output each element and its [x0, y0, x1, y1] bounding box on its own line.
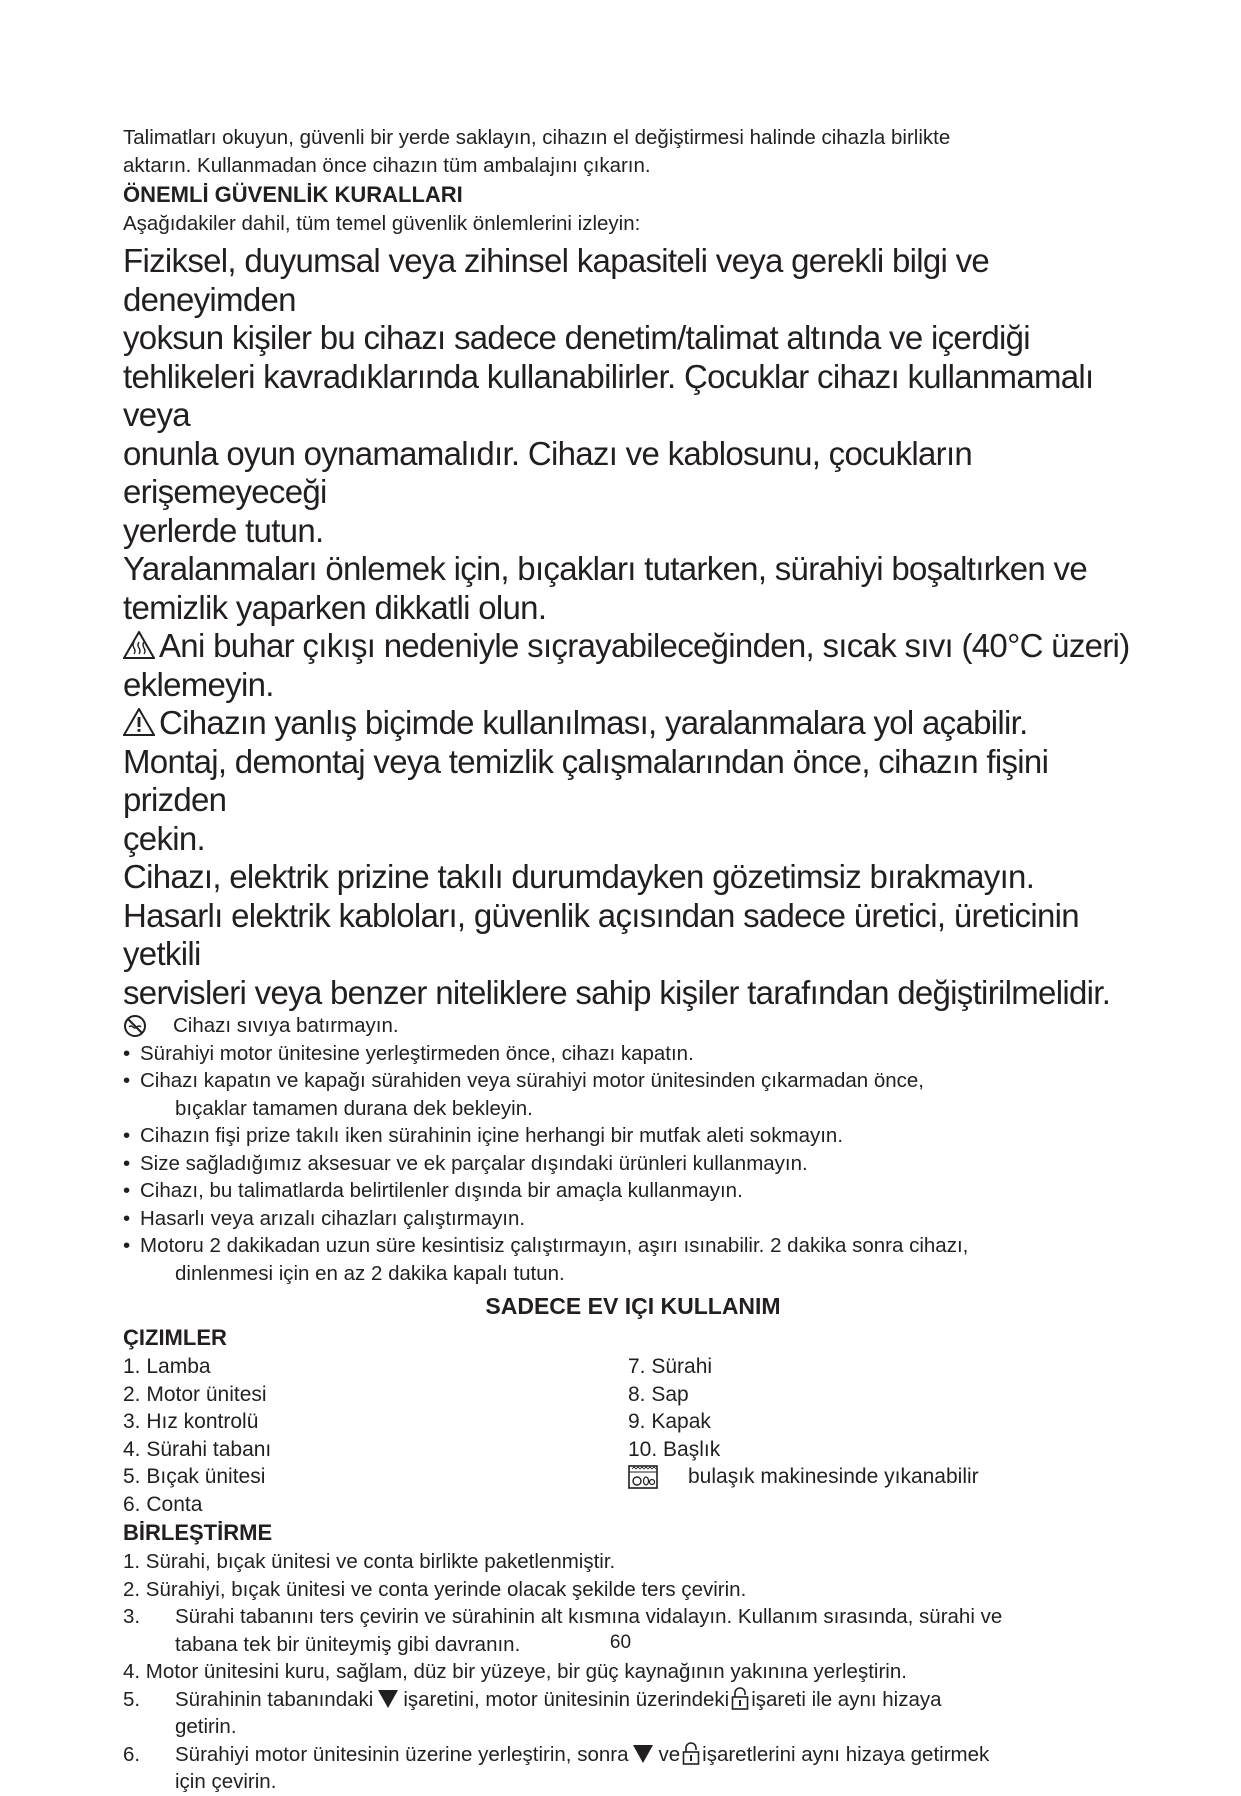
drawing-item: 5. Bıçak ünitesi — [123, 1465, 266, 1488]
big-line: onunla oyun oynamamalıdır. Cihazı ve kablosunu, çocukların erişemeyeceği — [123, 434, 973, 510]
manual-page — [123, 124, 1143, 1796]
assembly-step: 2. Sürahiyi, bıçak ünitesi ve conta yerinde olacak şekilde ters çevirin. — [123, 1577, 747, 1601]
unlock-icon — [682, 1741, 700, 1765]
steam-line-2: eklemeyin. — [123, 665, 274, 703]
steam-line-1: Ani buhar çıkışı nedeniyle sıçrayabileceğinden, sıcak sıvı (40°C üzeri) — [159, 627, 1130, 664]
assembly-title: BİRLEŞTİRME — [123, 1520, 273, 1545]
assembly-step — [123, 1686, 1143, 1741]
big-line: Fiziksel, duyumsal veya zihinsel kapasiteli veya gerekli bilgi ve deneyimden — [123, 242, 990, 318]
step-text-part: işaretini, motor ünitesinin üzerindeki — [403, 1687, 730, 1711]
bullet-item: • Cihazı kapatın ve kapağı sürahiden veya sürahiyi motor ünitesinden çıkarmadan önce, — [123, 1067, 1143, 1095]
step-text-part: işaretlerini aynı hizaya getirmek — [702, 1742, 990, 1766]
misuse-warning-text: Cihazın yanlış biçimde kullanılması, yaralanmalara yol açabilir. — [159, 704, 1028, 741]
big-line: tehlikeleri kavradıklarında kullanabilirler. Çocuklar cihazı kullanmamalı veya — [123, 357, 1094, 433]
assembly-step: 1. Sürahi, bıçak ünitesi ve conta birlikte paketlenmiştir. — [123, 1550, 616, 1573]
drawing-item: 6. Conta — [123, 1492, 203, 1516]
bullet-item: • Size sağladığımız aksesuar ve ek parçalar dışındaki ürünleri kullanmayın. — [123, 1150, 1143, 1178]
step-text-part: Sürahinin tabanındaki — [175, 1687, 374, 1711]
step-text — [175, 1741, 989, 1796]
warning-triangle-icon — [123, 706, 155, 734]
big-line: çekin. — [123, 819, 206, 857]
intro-line-1: Talimatları okuyun, güvenli bir yerde saklayın, cihazın el değiştirmesi halinde cihazla birlikte — [123, 126, 951, 149]
intro-line-2: aktarın. Kullanmadan önce cihazın tüm ambalajını çıkarın. — [123, 154, 651, 177]
drawings-title: ÇIZIMLER — [123, 1325, 227, 1350]
safety-small-list — [123, 1012, 1143, 1287]
step-text-part: ve — [658, 1742, 681, 1766]
dishwasher-safe-icon — [628, 1465, 658, 1489]
no-immerse-text: Cihazı sıvıya batırmayın. — [173, 1014, 399, 1037]
no-immerse-icon — [123, 1014, 147, 1038]
drawing-item: 4. Sürahi tabanı — [123, 1437, 272, 1461]
step-text-line: Sürahi tabanını ters çevirin ve sürahinin alt kısmına vidalayın. Kullanım sırasında, sürahi ve — [175, 1605, 1003, 1628]
drawing-item: 9. Kapak — [628, 1410, 711, 1433]
drawings-left-column — [123, 1353, 628, 1518]
drawing-item: 2. Motor ünitesi — [123, 1382, 267, 1406]
step-text — [175, 1686, 942, 1741]
drawings-list — [123, 1353, 1143, 1518]
drawing-item: 1. Lamba — [123, 1355, 211, 1378]
no-immerse-item — [123, 1012, 1143, 1040]
steam-warning — [123, 627, 1143, 666]
big-line: Cihazı, elektrik prizine takılı durumdayken gözetimsiz bırakmayın. — [123, 858, 1035, 895]
down-triangle-icon — [377, 1689, 399, 1709]
assembly-step — [123, 1741, 1143, 1796]
step-text-part: getirin. — [175, 1715, 237, 1738]
dishwasher-item — [628, 1463, 979, 1491]
step-text-part: Sürahiyi motor ünitesinin üzerine yerleştirin, sonra — [175, 1742, 629, 1766]
dishwasher-text: bulaşık makinesinde yıkanabilir — [688, 1465, 979, 1488]
safety-big-block — [123, 242, 1143, 1012]
step-text-part: için çevirin. — [175, 1770, 277, 1793]
big-line: temizlik yaparken dikkatli olun. — [123, 588, 547, 626]
drawing-item: 3. Hız kontrolü — [123, 1410, 259, 1433]
assembly-steps — [123, 1548, 1143, 1796]
page-number: 60 — [609, 1632, 632, 1653]
household-use-heading: SADECE EV IÇI KULLANIM — [485, 1293, 781, 1319]
bullet-continuation: bıçaklar tamamen durana dek bekleyin. — [175, 1096, 533, 1120]
bullet-item: • Sürahiyi motor ünitesine yerleştirmeden önce, cihazı kapatın. — [123, 1040, 1143, 1068]
drawings-right-column — [628, 1353, 979, 1518]
safety-subtitle: Aşağıdakiler dahil, tüm temel güvenlik önlemlerini izleyin: — [123, 212, 641, 235]
big-line: yerlerde tutun. — [123, 511, 324, 549]
big-line: Montaj, demontaj veya temizlik çalışmalarından önce, cihazın fişini prizden — [123, 742, 1049, 818]
step-number: 5. — [123, 1687, 141, 1711]
hot-steam-warning-icon — [123, 629, 155, 657]
bullet-item: • Cihazı, bu talimatlarda belirtilenler dışında bir amaçla kullanmayın. — [123, 1177, 1143, 1205]
step-text-line: tabana tek bir üniteymiş gibi davranın. — [175, 1632, 521, 1656]
step-number: 3. — [123, 1605, 141, 1628]
drawing-item: 7. Sürahi — [628, 1355, 713, 1378]
big-line: Hasarlı elektrik kabloları, güvenlik açısından sadece üretici, üreticinin yetkili — [123, 896, 1079, 972]
bullet-item: • Cihazın fişi prize takılı iken sürahinin içine herhangi bir mutfak aleti sokmayın. — [123, 1122, 1143, 1150]
big-line: yoksun kişiler bu cihazı sadece denetim/talimat altında ve içerdiği — [123, 319, 1030, 356]
safety-title: ÖNEMLİ GÜVENLİK KURALLARI — [123, 182, 463, 207]
step-number: 6. — [123, 1742, 141, 1766]
misuse-warning — [123, 704, 1143, 743]
bullet-item: • Hasarlı veya arızalı cihazları çalıştırmayın. — [123, 1205, 1143, 1233]
bullet-item: • Motoru 2 dakikadan uzun süre kesintisiz çalıştırmayın, aşırı ısınabilir. 2 dakika sonra cihazı, — [123, 1232, 1143, 1260]
bullet-continuation: dinlenmesi için en az 2 dakika kapalı tutun. — [175, 1261, 565, 1285]
big-line: Yaralanmaları önlemek için, bıçakları tutarken, sürahiyi boşaltırken ve — [123, 550, 1087, 587]
drawing-item: 10. Başlık — [628, 1437, 721, 1461]
unlock-icon — [731, 1686, 749, 1710]
assembly-step: 4. Motor ünitesini kuru, sağlam, düz bir yüzeye, bir güç kaynağının yakınına yerleştirin. — [123, 1660, 907, 1683]
drawing-item: 8. Sap — [628, 1382, 689, 1406]
big-line: servisleri veya benzer niteliklere sahip kişiler tarafından değiştirilmelidir. — [123, 973, 1111, 1011]
step-text-part: işareti ile aynı hizaya — [751, 1687, 942, 1711]
